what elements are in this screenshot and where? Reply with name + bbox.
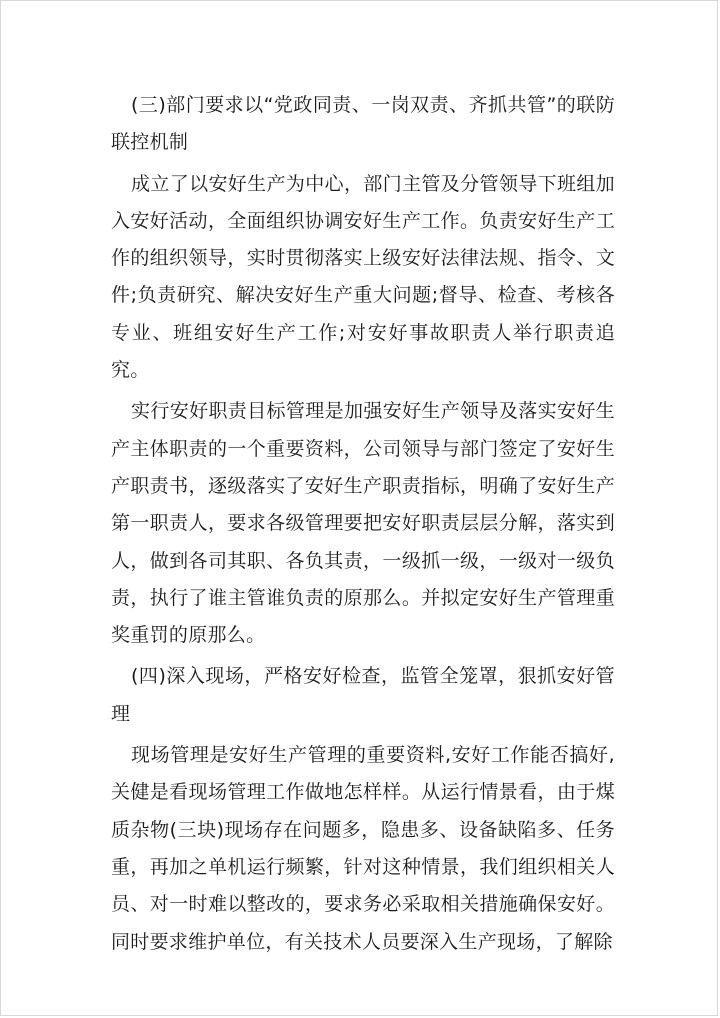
section-heading-4: (四)深入现场，严格安好检查，监管全笼罩，狠抓安好管理 — [111, 665, 615, 725]
paragraph-responsibility-management: 实行安好职责目标管理是加强安好生产领导及落实安好生产主体职责的一个重要资料，公司领导与部门签定了安好生产职责书，逐级落实了安好生产职责指标，明确了安好生产第一职责人，要求各级管理要把安好职责层层分解，落实到人，做到各司其职、各负其责，一级抓一级，一级对一级负责，执行了谁主管谁负责的原那么。并拟定安好生产管理重奖重罚的原那么。 — [111, 400, 615, 647]
paragraph-safety-organization: 成立了以安好生产为中心，部门主管及分管领导下班组加入安好活动，全面组织协调安好生产工作。负责安好生产工作的组织领导，实时贯彻落实上级安好法律法规、指令、文件;负责研究、解决安好生产重大问题;督导、检查、考核各专业、班组安好生产工作;对安好事故职责人举行职责追究。 — [111, 172, 615, 382]
document-body — [111, 87, 615, 965]
section-heading-3: (三)部门要求以“党政同责、一岗双责、齐抓共管”的联防联控机制 — [111, 94, 615, 154]
paragraph-site-management: 现场管理是安好生产管理的重要资料,安好工作能否搞好,关健是看现场管理工作做地怎样样。从运行情景看，由于煤质杂物(三块)现场存在问题多，隐患多、设备缺陷多、任务重，再加之单机运行频繁，针对这种情景，我们组织相关人员、对一时难以整改的，要求务必采取相关措施确保安好。同时要求维护单位，有关技术人员要深入生产现场，了解除 — [111, 744, 615, 953]
